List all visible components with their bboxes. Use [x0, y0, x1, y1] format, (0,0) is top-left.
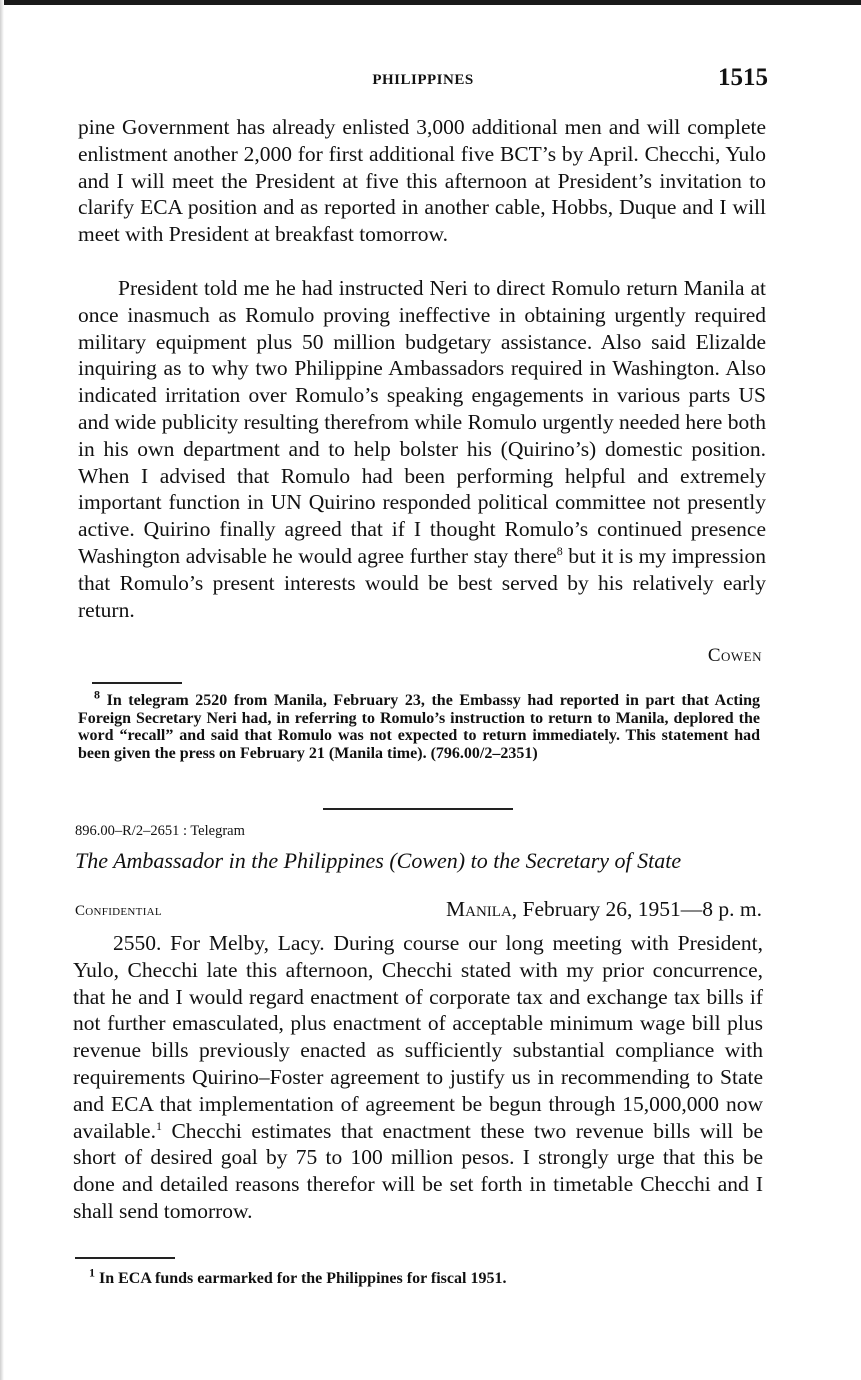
footnote-ref-1: 1 [155, 1118, 162, 1133]
footnote-1-marker: 1 [89, 1265, 95, 1280]
page-number: 1515 [718, 64, 768, 91]
footnote-rule-bottom [75, 1257, 175, 1259]
section-divider [323, 808, 513, 810]
telegram-2550-text-end: Checchi estimates that enactment these two revenue bills will be short of desired goal by 75 to 100 million pesos. I strongly urge that this be done and detailed reasons therefor will be set forth in timetable Checchi and I shall send tomorrow. [73, 1118, 763, 1223]
telegram-paragraph-1: pine Government has already enlisted 3,000 additional men and will complete enlistment another 2,000 for first additional five BCT’s by April. Checchi, Yulo and I will meet the President at five this afternoon at President’s invitation to clarify ECA position and as reported in another cable, Hobbs, Duque and I will meet with President at breakfast tomorrow. [78, 115, 766, 247]
telegram-2550-text: 2550. For Melby, Lacy. During course our long meeting with President, Yulo, Checchi late this afternoon, Checchi stated with my prior concurrence, that he and I would regard enactment of corporate tax and exchange tax bills if not further emasculated, plus enactment of acceptable minimum wage bill plus revenue bills previously enacted as sufficiently substantial compliance with requirements Quirino–Foster agreement to justify us in recommending to State and ECA that implementation of agreement be begun through 15,000,000 now available. [73, 931, 763, 1143]
file-reference: 896.00–R/2–2651 : Telegram [75, 823, 245, 839]
paragraph-2-text: President told me he had instructed Neri to direct Romulo return Manila at once inasmuch as Romulo proving ineffective in obtaining urgently required military equipment plus 50 million budgetary assistance. Also said Elizalde inquiring as to why two Philippine Ambassadors required in Washington. Also indicated irritation over Romulo’s speaking engagements in various parts US and wide publicity resulting therefrom while Romulo urgently needed here both in his own department and to help bolster his (Quirino’s) domestic position. When I advised that Romulo had been performing helpful and extremely important function in UN Quirino responded political committee not presently active. Quirino finally agreed that if I thought Romulo’s continued presence Washington advisable he would agree further stay there [78, 276, 766, 568]
footnote-ref-8: 8 [556, 543, 563, 558]
page-top-edge [0, 0, 861, 5]
telegram-paragraph-2 [78, 275, 766, 623]
footnote-1 [75, 1265, 765, 1288]
dateline-date: , February 26, 1951—8 p. m. [511, 897, 762, 921]
running-title: PHILIPPINES [372, 72, 474, 88]
telegram-2550-body [73, 930, 763, 1225]
footnote-8-text: In telegram 2520 from Manila, February 23, the Embassy had reported in part that Acting Foreign Secretary Neri had, in referring to Romulo’s instruction to return to Manila, deplored the word “recall” and said that Romulo was not expected to return immediately. This statement had been given the press on February 21 (Manila time). (796.00/2–2351) [78, 692, 760, 762]
signature-cowen: Cowen [707, 645, 762, 666]
running-head [78, 64, 768, 96]
dateline-place: Manila [446, 897, 512, 921]
paragraph-2-text-end: but it is my impression that Romulo’s present interests would be best served by his relatively early return. [78, 543, 767, 622]
classification-label: Confidential [75, 903, 162, 919]
page-left-shadow [0, 0, 4, 1380]
dateline [446, 897, 762, 922]
footnote-8 [78, 687, 760, 762]
footnote-1-text: In ECA funds earmarked for the Philippines for fiscal 1951. [95, 1270, 507, 1287]
footnote-rule-top [92, 682, 182, 684]
footnote-8-marker: 8 [94, 687, 100, 702]
document-title: The Ambassador in the Philippines (Cowen) to the Secretary of State [75, 848, 682, 873]
